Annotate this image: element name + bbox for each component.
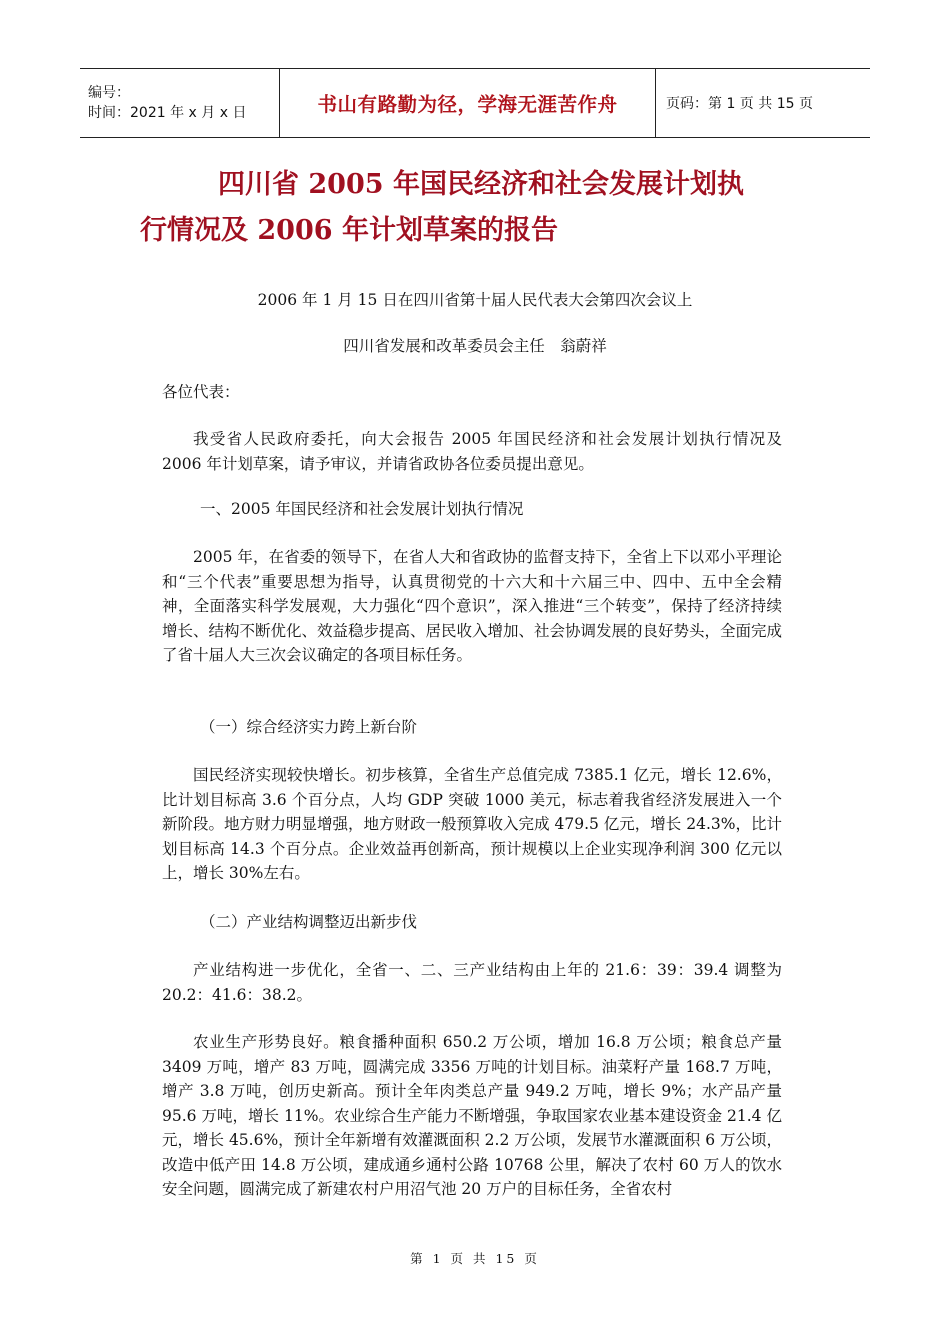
page-footer: 第 1 页 共 15 页 (410, 1251, 540, 1266)
document-title (140, 162, 820, 254)
salutation: 各位代表： (162, 383, 240, 401)
paragraph-economy: 国民经济实现较快增长。初步核算，全省生产总值完成 7385.1 亿元，增长 12.6%，比计划目标高 3.6 个百分点，人均 GDP 突破 1000 美元，标志着我省经济发展进入一个新阶段。地方财力明显增强，地方财政一般预算收入完成 479.5 亿元，增长 24.3%，比计划目标高 14.3 个百分点。企业效益再创新高，预计规模以上企业实现净利润 300 亿元以上，增长 30%左右。 (162, 766, 782, 882)
header-motto: 书山有路勤为径，学海无涯苦作舟 (280, 69, 656, 137)
document-number-label: 编号： (88, 85, 130, 101)
subsection-heading-1: （一）综合经济实力跨上新台阶 (200, 718, 418, 736)
title-line-1: 四川省 2005 年国民经济和社会发展计划执 (218, 169, 744, 200)
header-page-info: 页码：第 1 页 共 15 页 (666, 96, 813, 112)
subsection-heading-2: （二）产业结构调整迈出新步伐 (200, 913, 418, 931)
header-table (80, 68, 870, 138)
paragraph-structure: 产业结构进一步优化，全省一、二、三产业结构由上年的 21.6：39：39.4 调整为 20.2：41.6：38.2。 (162, 961, 782, 1004)
paragraph-agriculture: 农业生产形势良好。粮食播种面积 650.2 万公顷，增加 16.8 万公顷；粮食总产量 3409 万吨，增产 83 万吨，圆满完成 3356 万吨的计划目标。油菜籽产量 168.7 万吨，增产 3.8 万吨，创历史新高。预计全年肉类总产量 949.2 万吨，增长 9%；水产品产量 95.6 万吨，增长 11%。农业综合生产能力不断增强，争取国家农业基本建设资金 21.4 亿元，增长 45.6%，预计全年新增有效灌溉面积 2.2 万公顷，发展节水灌溉面积 6 万公顷，改造中低产田 14.8 万公顷，建成通乡通村公路 10768 公里，解决了农村 60 万人的饮水安全问题，圆满完成了新建农村户用沼气池 20 万户的目标任务，全省农村 (162, 1033, 782, 1198)
header-meta (80, 69, 280, 137)
paragraph-intro: 我受省人民政府委托，向大会报告 2005 年国民经济和社会发展计划执行情况及 2006 年计划草案，请予审议，并请省政协各位委员提出意见。 (162, 430, 782, 473)
paragraph-2005-summary: 2005 年，在省委的领导下，在省人大和省政协的监督支持下，全省上下以邓小平理论和“三个代表”重要思想为指导，认真贯彻党的十六大和十六届三中、四中、五中全会精神，全面落实科学发展观，大力强化“四个意识”，深入推进“三个转变”，保持了经济持续增长、结构不断优化、效益稳步提高、居民收入增加、社会协调发展的良好势头，全面完成了省十届人大三次会议确定的各项目标任务。 (162, 548, 783, 664)
document-time: 时间：2021 年 x 月 x 日 (88, 105, 247, 121)
speaker-line: 四川省发展和改革委员会主任 翁蔚祥 (343, 337, 607, 355)
section-heading-1: 一、2005 年国民经济和社会发展计划执行情况 (200, 500, 524, 518)
title-line-2: 行情况及 2006 年计划草案的报告 (140, 215, 558, 246)
dateline: 2006 年 1 月 15 日在四川省第十届人民代表大会第四次会议上 (257, 291, 693, 309)
